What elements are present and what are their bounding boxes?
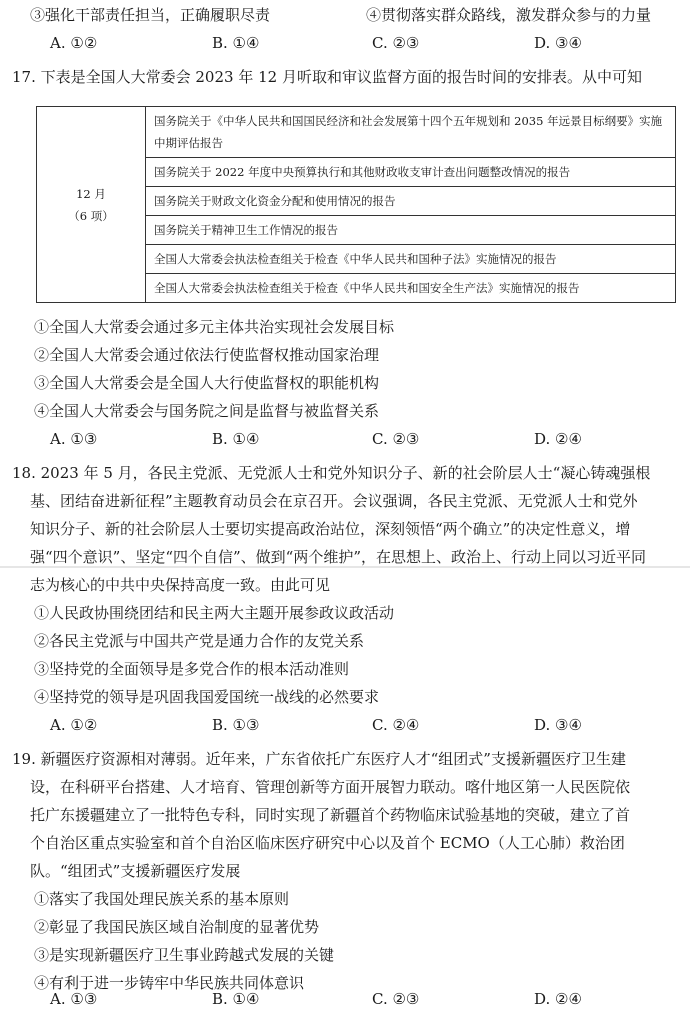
q19-choice-b: B. ①④ [212, 990, 260, 1008]
q17-item-1: ①全国人大常委会通过多元主体共治实现社会发展目标 [34, 318, 395, 336]
q19-choice-c: C. ②③ [372, 990, 420, 1008]
q17-choice-c: C. ②③ [372, 430, 420, 448]
q19-stem-line-3: 托广东援疆建立了一批特色专科，同时实现了新疆首个药物临床试验基地的突破，建立了首 [30, 806, 631, 824]
q18-choice-b: B. ①③ [212, 716, 260, 734]
report-row: 国务院关于 2022 年度中央预算执行和其他财政收支审计查出问题整改情况的报告 [146, 158, 676, 187]
q17-choice-a: A. ①③ [50, 430, 98, 448]
q18-stem-line-3: 知识分子、新的社会阶层人士要切实提高政治站位，深刻领悟“两个确立”的决定性意义，增 [30, 520, 631, 538]
month-label: 12 月 [76, 186, 106, 201]
q16-choice-b: B. ①④ [212, 34, 260, 52]
q17-stem: 17. 下表是全国人大常委会 2023 年 12 月听取和审议监督方面的报告时间的安排表。从中可知 [12, 68, 642, 86]
report-row: 国务院关于《中华人民共和国国民经济和社会发展第十四个五年规划和 2035 年远景目标纲要》实施中期评估报告 [146, 107, 676, 158]
report-count: （6 项） [68, 208, 114, 223]
q19-item-3: ③是实现新疆医疗卫生事业跨越式发展的关键 [34, 946, 335, 964]
q16-option-3: ③强化干部责任担当，正确履职尽责 [30, 6, 271, 24]
q17-choice-b: B. ①④ [212, 430, 260, 448]
q16-choice-a: A. ①② [50, 34, 98, 52]
q16-choice-c: C. ②③ [372, 34, 420, 52]
q18-stem-line-4: 强“四个意识”、坚定“四个自信”、做到“两个维护”，在思想上、政治上、行动上同以习近平同 [30, 548, 647, 566]
q19-stem-line-2: 设，在科研平台搭建、人才培育、管理创新等方面开展智力联动。喀什地区第一人民医院依 [30, 778, 631, 796]
q17-item-2: ②全国人大常委会通过依法行使监督权推动国家治理 [34, 346, 380, 364]
report-schedule-table [36, 106, 676, 303]
q18-choice-a: A. ①② [50, 716, 98, 734]
q18-choice-c: C. ②④ [372, 716, 420, 734]
report-row: 国务院关于财政文化资金分配和使用情况的报告 [146, 187, 676, 216]
q17-item-3: ③全国人大常委会是全国人大行使监督权的职能机构 [34, 374, 380, 392]
page-fold-line [0, 566, 690, 568]
q19-stem-line-1: 19. 新疆医疗资源相对薄弱。近年来，广东省依托广东医疗人才“组团式”支援新疆医疗卫生建 [12, 750, 626, 768]
report-row: 全国人大常委会执法检查组关于检查《中华人民共和国安全生产法》实施情况的报告 [146, 274, 676, 303]
q17-item-4: ④全国人大常委会与国务院之间是监督与被监督关系 [34, 402, 380, 420]
q16-option-4: ④贯彻落实群众路线，激发群众参与的力量 [366, 6, 652, 24]
q18-choice-d: D. ③④ [534, 716, 582, 734]
q19-choice-a: A. ①③ [50, 990, 98, 1008]
q17-choice-d: D. ②④ [534, 430, 582, 448]
month-cell [37, 107, 146, 303]
q18-stem-line-1: 18. 2023 年 5 月，各民主党派、无党派人士和党外知识分子、新的社会阶层人士“凝心铸魂强根 [12, 464, 651, 482]
q19-item-1: ①落实了我国处理民族关系的基本原则 [34, 890, 290, 908]
q19-item-2: ②彰显了我国民族区域自治制度的显著优势 [34, 918, 320, 936]
q18-item-2: ②各民主党派与中国共产党是通力合作的友党关系 [34, 632, 365, 650]
q18-item-4: ④坚持党的领导是巩固我国爱国统一战线的必然要求 [34, 688, 380, 706]
q18-item-3: ③坚持党的全面领导是多党合作的根本活动准则 [34, 660, 350, 678]
report-row: 全国人大常委会执法检查组关于检查《中华人民共和国种子法》实施情况的报告 [146, 245, 676, 274]
q19-item-4: ④有利于进一步铸牢中华民族共同体意识 [34, 974, 305, 992]
q16-choice-d: D. ③④ [534, 34, 582, 52]
q19-choice-d: D. ②④ [534, 990, 582, 1008]
report-row: 国务院关于精神卫生工作情况的报告 [146, 216, 676, 245]
q18-stem-line-2: 基、团结奋进新征程”主题教育动员会在京召开。会议强调，各民主党派、无党派人士和党外 [30, 492, 638, 510]
q19-stem-line-5: 队。“组团式”支援新疆医疗发展 [30, 862, 241, 880]
q18-item-1: ①人民政协围绕团结和民主两大主题开展参政议政活动 [34, 604, 395, 622]
q18-stem-line-5: 志为核心的中共中央保持高度一致。由此可见 [30, 576, 331, 594]
q19-stem-line-4: 个自治区重点实验室和首个自治区临床医疗研究中心以及首个 ECMO（人工心肺）救治团 [30, 834, 625, 852]
